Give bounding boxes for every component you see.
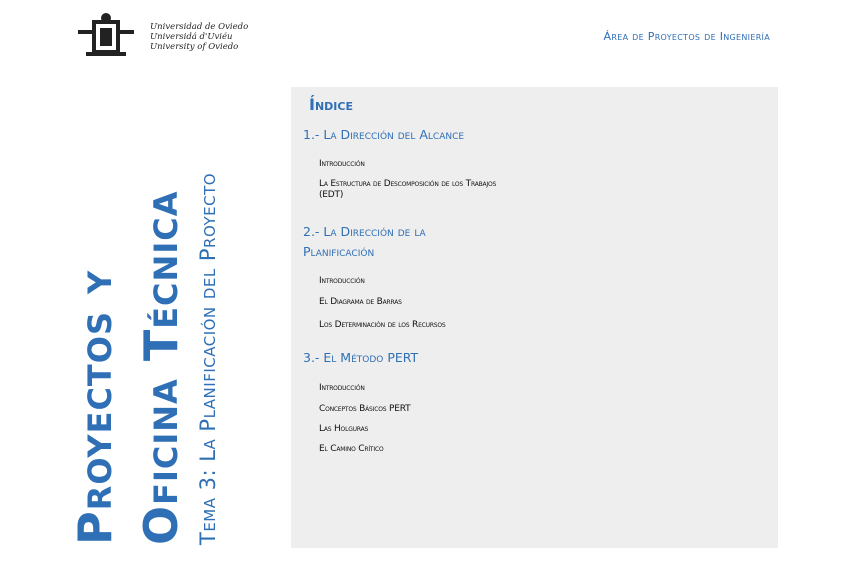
section-2-title-line2: Planificación	[303, 244, 375, 259]
index-title: Índice	[309, 95, 353, 114]
section-3-item-1: Introducción	[319, 383, 365, 393]
section-3-item-2: Conceptos Básicos PERT	[319, 404, 411, 414]
section-1-title: 1.- La Dirección del Alcance	[303, 127, 465, 142]
university-name-en: University of Oviedo	[150, 42, 239, 52]
section-3-title: 3.- El Método PERT	[303, 350, 419, 365]
topic-title: Tema 3: La Planificación del Proyecto	[196, 172, 220, 545]
section-2-item-1: Introducción	[319, 276, 365, 286]
index-panel	[291, 87, 778, 548]
course-title-line1: Proyectos y	[68, 269, 122, 545]
university-crest-icon	[72, 12, 140, 60]
section-2-title-line1: 2.- La Dirección de la	[303, 224, 426, 239]
section-2-item-2: El Diagrama de Barras	[319, 297, 402, 307]
section-1-item-2: La Estructura de Descomposición de los Trabajos (EDT)	[319, 179, 497, 200]
section-2-item-3: Los Determinación de los Recursos	[319, 320, 446, 330]
course-title-line2: Oficina Técnica	[134, 190, 188, 545]
area-title: Área de Proyectos de Ingeniería	[603, 30, 770, 43]
university-name-es: Universidad de Oviedo	[150, 22, 249, 32]
section-1-item-1: Introducción	[319, 159, 365, 169]
university-name-ast: Universidá d'Uviéu	[150, 32, 233, 42]
university-logo	[72, 12, 252, 62]
section-3-item-3: Las Holguras	[319, 424, 369, 434]
university-name	[150, 22, 248, 52]
section-3-item-4: El Camino Crítico	[319, 444, 384, 454]
